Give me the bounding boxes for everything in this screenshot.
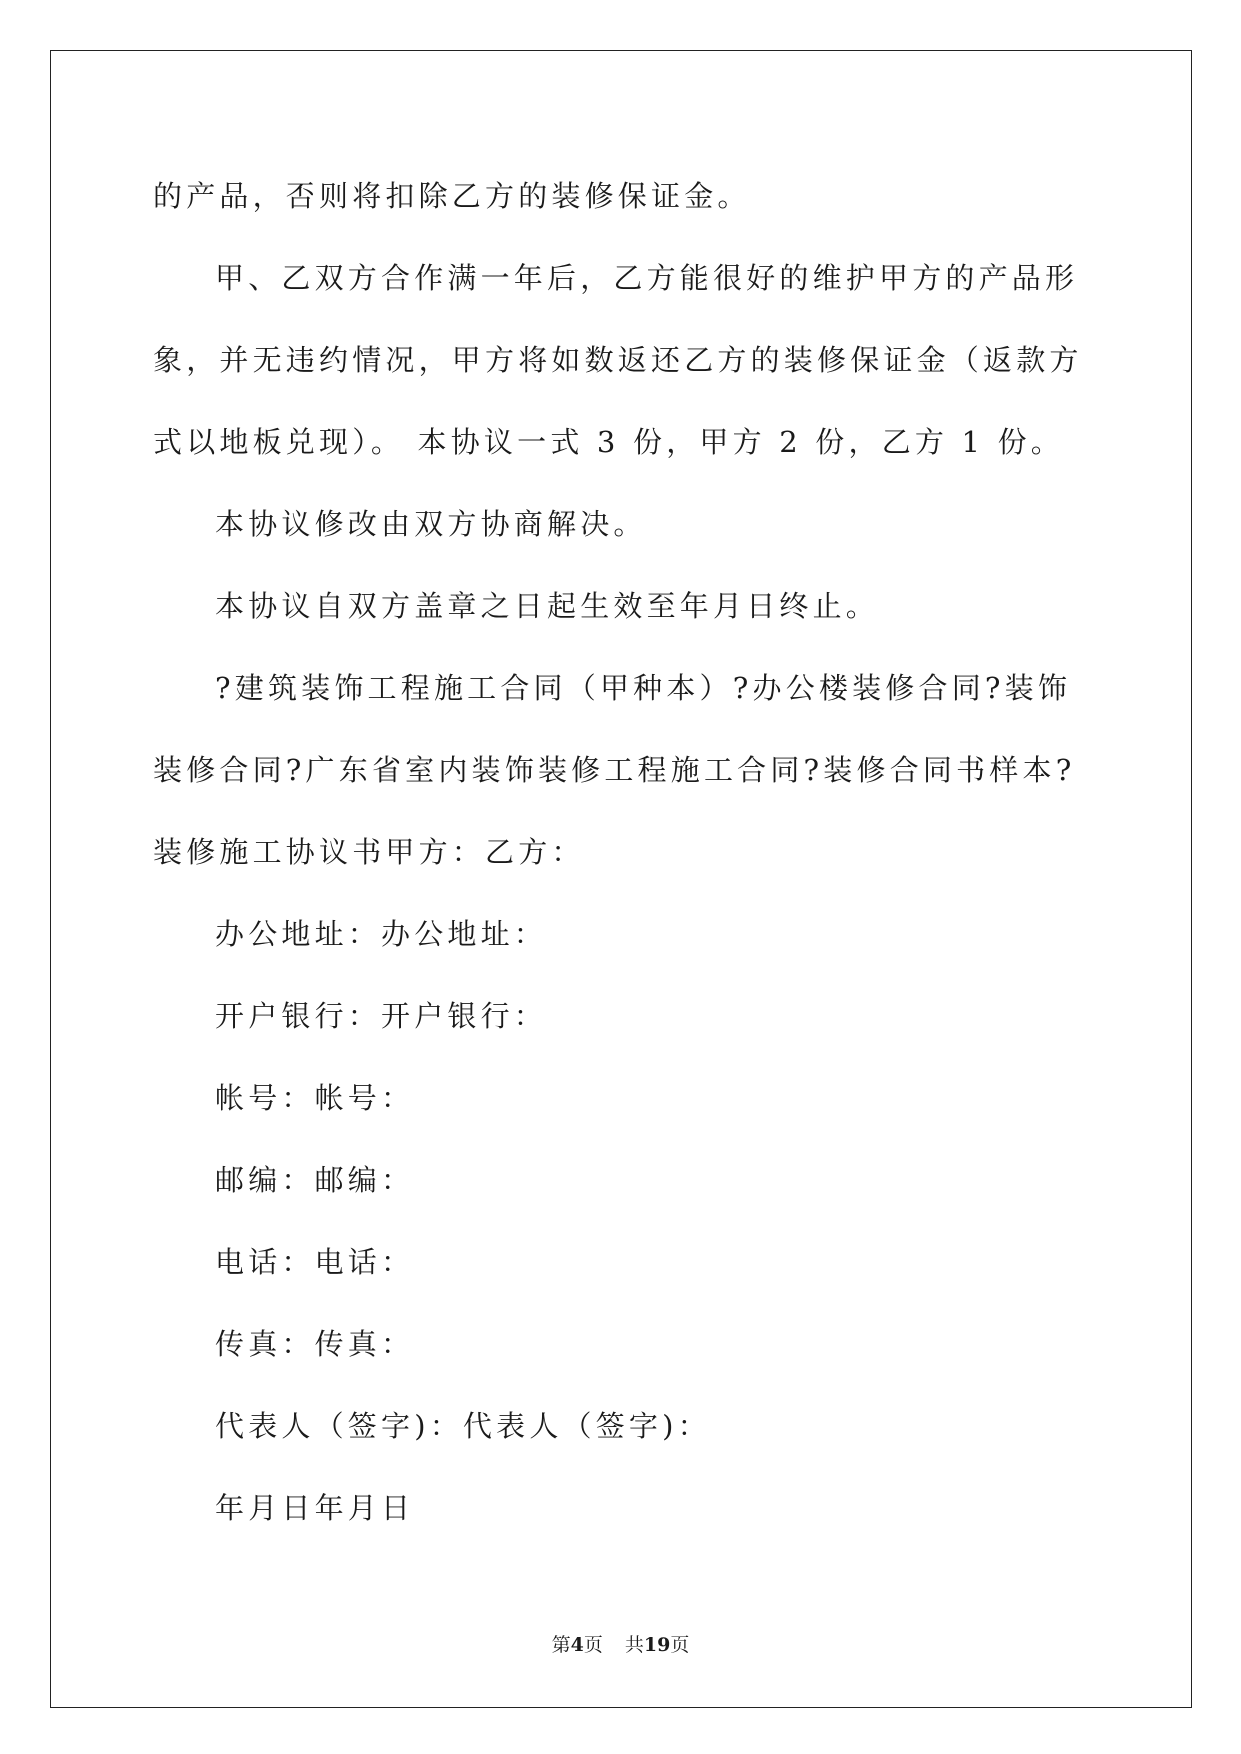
paragraph: ?建筑装饰工程施工合同（甲种本）?办公楼装修合同?装饰装修合同?广东省室内装饰装修工程施工合同?装修合同书样本?装修施工协议书甲方：乙方： — [153, 671, 1076, 869]
paragraph: 帐号：帐号： — [215, 1081, 415, 1115]
paragraph: 甲、乙双方合作满一年后，乙方能很好的维护甲方的产品形象，并无违约情况，甲方将如数返还乙方的装修保证金（返款方式以地板兑现）。 本协议一式 3 份，甲方 2 份，乙方 1 份。 — [153, 261, 1083, 459]
paragraph: 传真：传真： — [215, 1327, 415, 1361]
page-number-suffix: 页 — [583, 1634, 603, 1656]
paragraph: 代表人（签字)：代表人（签字)： — [215, 1409, 711, 1443]
paragraph: 年月日年月日 — [215, 1491, 415, 1525]
document-body — [153, 155, 1093, 1549]
paragraph: 电话：电话： — [215, 1245, 415, 1279]
page-total-prefix: 共 — [624, 1634, 644, 1656]
page-footer — [0, 1630, 1241, 1657]
paragraph: 办公地址：办公地址： — [215, 917, 548, 951]
page-total-suffix: 页 — [670, 1634, 690, 1656]
paragraph: 的产品，否则将扣除乙方的装修保证金。 — [153, 179, 751, 213]
paragraph: 开户银行：开户银行： — [215, 999, 548, 1033]
page-number-prefix: 第 — [551, 1634, 571, 1656]
page-number-current: 4 — [570, 1634, 584, 1656]
paragraph: 本协议自双方盖章之日起生效至年月日终止。 — [215, 589, 880, 623]
paragraph: 本协议修改由双方协商解决。 — [215, 507, 647, 541]
paragraph: 邮编：邮编： — [215, 1163, 415, 1197]
page-total: 19 — [643, 1634, 671, 1656]
